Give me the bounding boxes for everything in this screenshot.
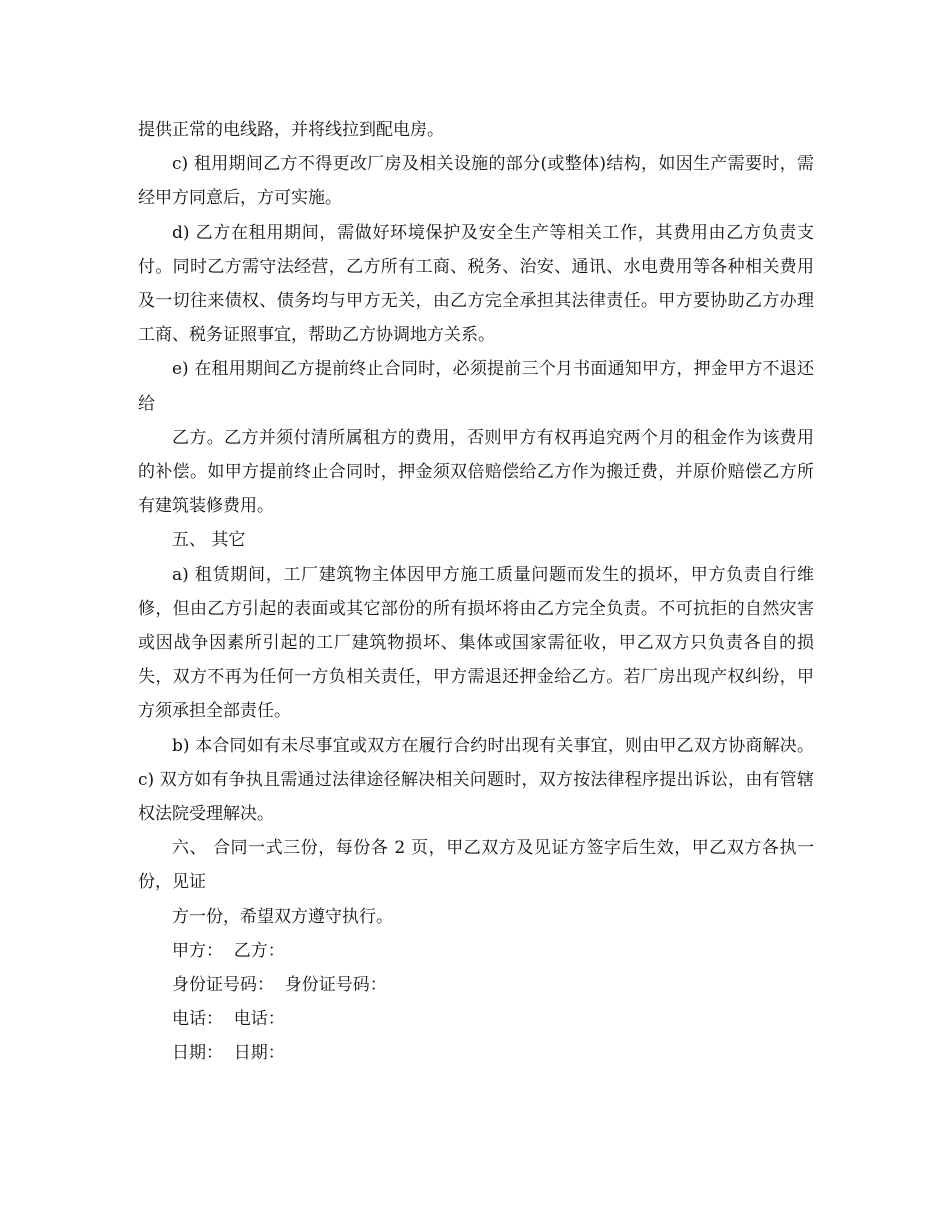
paragraph-clause-a: a) 租赁期间，工厂建筑物主体因甲方施工质量问题而发生的损坏，甲方负责自行维修，但由乙方引起的表面或其它部份的所有损坏将由乙方完全负责。不可抗拒的自然灾害或因战争因素所引起的工厂建筑物损坏、集体或国家需征收，甲乙双方只负责各自的损失，双方不再为任何一方负相关责任，甲方需退还押金给乙方。若厂房出现产权纠纷，甲方须承担全部责任。 <box>138 564 814 722</box>
signature-line-id-number: 身份证号码： 身份证号码： <box>172 975 387 996</box>
section-six: 六、 合同一式三份，每份各 2 页，甲乙双方及见证方签字后生效，甲乙双方各执一份，见证 <box>138 838 814 893</box>
paragraph-clause-d: d) 乙方在租用期间，需做好环境保护及安全生产等相关工作，其费用由乙方负责支付。同时乙方需守法经营，乙方所有工商、税务、治安、通讯、水电费用等各种相关费用及一切往来债权、债务均与甲方无关，由乙方完全承担其法律责任。甲方要协助乙方办理工商、税务证照事宜，帮助乙方协调地方关系。 <box>138 222 814 346</box>
paragraph-clause-e: e) 在租用期间乙方提前终止合同时，必须提前三个月书面通知甲方，押金甲方不退还给 <box>138 359 814 414</box>
signature-line-date: 日期： 日期： <box>172 1043 285 1064</box>
paragraph-clause-c: c) 租用期间乙方不得更改厂房及相关设施的部分(或整体)结构，如因生产需要时，需经甲方同意后，方可实施。 <box>138 154 814 209</box>
signature-line-phone: 电话： 电话： <box>172 1009 285 1030</box>
paragraph-clause-e-continued: 乙方。乙方并须付清所属租方的费用，否则甲方有权再追究两个月的租金作为该费用的补偿。如甲方提前终止合同时，押金须双倍赔偿给乙方作为搬迁费，并原价赔偿乙方所有建筑装修费用。 <box>138 427 814 517</box>
document-page <box>138 113 814 1071</box>
section-heading-five: 五、 其它 <box>172 530 246 551</box>
signature-line-party: 甲方： 乙方： <box>172 940 285 961</box>
section-six-continued: 方一份，希望双方遵守执行。 <box>172 906 393 927</box>
paragraph: 提供正常的电线路，并将线拉到配电房。 <box>138 120 444 140</box>
paragraph-clause-b: b) 本合同如有未尽事宜或双方在履行合约时出现有关事宜，则由甲乙双方协商解决。 c) 双方如有争执且需通过法律途径解决相关问题时，双方按法律程序提出诉讼，由有管辖权法院受理解决。 <box>138 735 814 825</box>
